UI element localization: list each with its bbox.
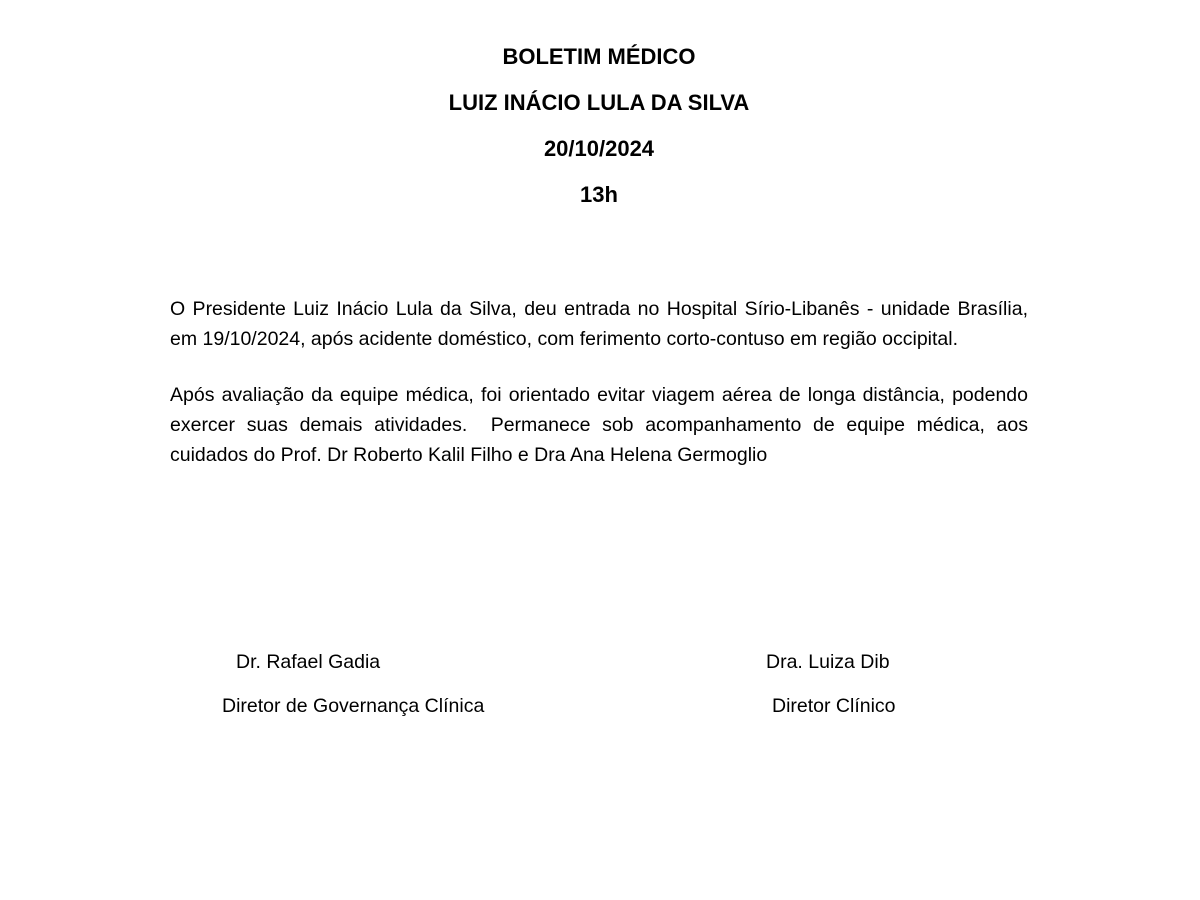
signature-name-left: Dr. Rafael Gadia bbox=[236, 651, 381, 673]
bulletin-title: BOLETIM MÉDICO bbox=[502, 44, 696, 69]
patient-name: LUIZ INÁCIO LULA DA SILVA bbox=[448, 90, 750, 115]
bulletin-header bbox=[170, 42, 1028, 210]
signature-role-right: Diretor Clínico bbox=[772, 695, 896, 717]
body-paragraph-admission: O Presidente Luiz Inácio Lula da Silva, deu entrada no Hospital Sírio-Libanês - unidade Brasília, em 19/10/2024, após acidente doméstico, com ferimento corto-contuso em região occipital. bbox=[170, 298, 1034, 350]
signature-name-right: Dra. Luiza Dib bbox=[766, 651, 890, 673]
body-paragraph-evaluation: Após avaliação da equipe médica, foi orientado evitar viagem aérea de longa distância, podendo exercer suas demais atividades. Permanece sob acompanhamento de equipe médica, aos cuidados do Prof. Dr Roberto Kalil Filho e Dra Ana Helena Germoglio bbox=[170, 384, 1034, 466]
signature-role-left: Diretor de Governança Clínica bbox=[222, 695, 485, 717]
bulletin-date: 20/10/2024 bbox=[543, 136, 655, 161]
bulletin-time: 13h bbox=[580, 182, 618, 207]
